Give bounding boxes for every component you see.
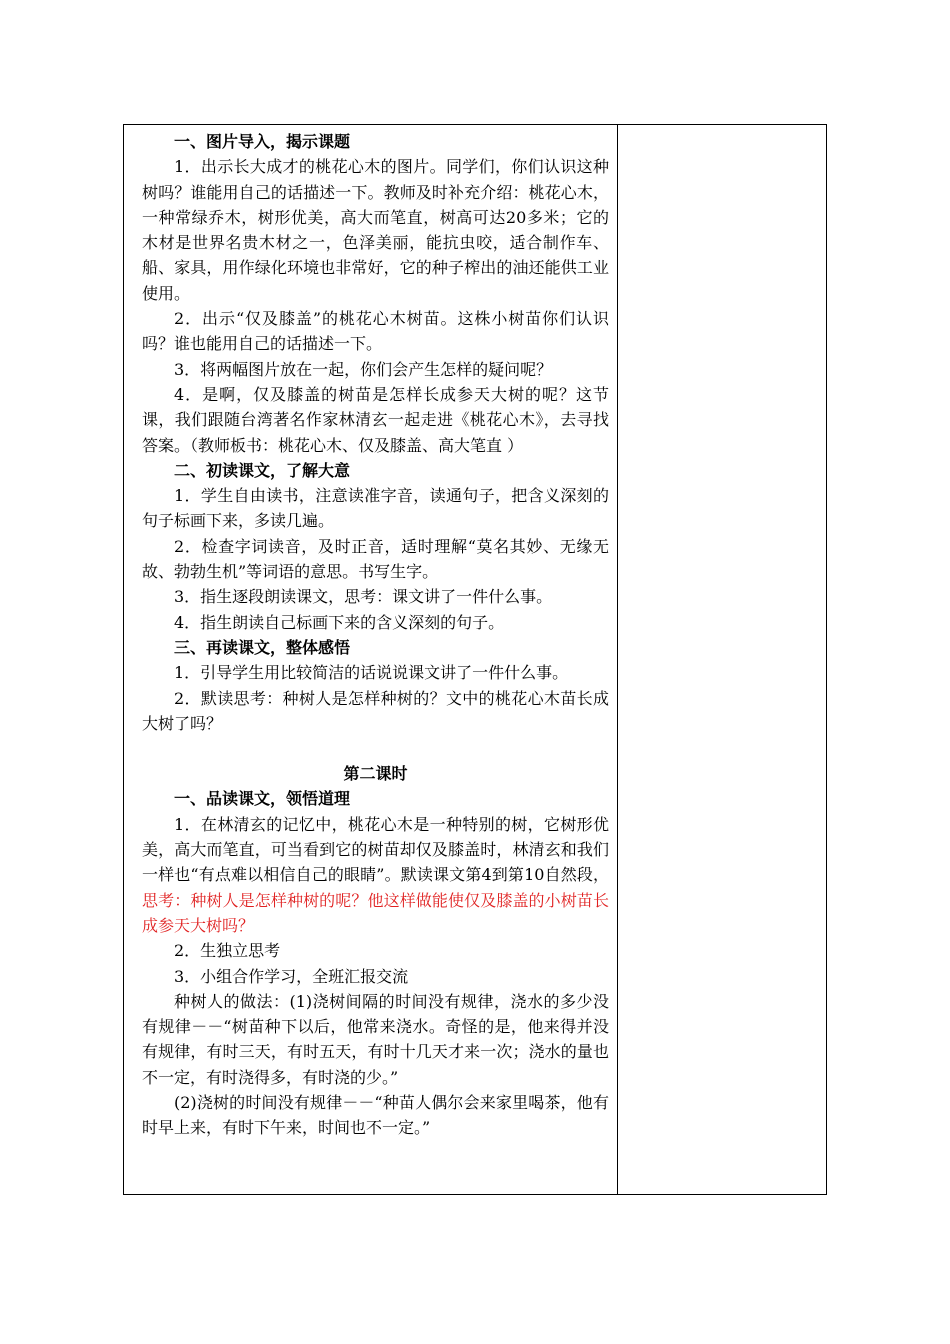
section-heading: 一、品读课文，领悟道理 <box>174 789 351 809</box>
paragraph: 3．小组合作学习，全班汇报交流 <box>174 966 409 986</box>
paragraph: (2)浇树的时间没有规律－－“种苗人偶尔会来家里喝茶，他有时早上来，有时下午来，时间也不一定。” <box>142 1092 609 1138</box>
section-heading: 三、再读课文，整体感悟 <box>174 637 351 657</box>
highlighted-question: 思考：种树人是怎样种树的呢？他这样做能使仅及膝盖的小树苗长成参天大树吗？ <box>142 890 609 935</box>
paragraph: 3．指生逐段朗读课文，思考：课文讲了一件什么事。 <box>174 587 553 607</box>
blank-line <box>142 736 609 761</box>
section-heading: 一、图片导入，揭示课题 <box>174 132 351 151</box>
paragraph <box>142 812 609 938</box>
lesson-period-title: 第二课时 <box>343 764 408 784</box>
paragraph: 2．检查字词读音，及时正音，适时理解“莫名其妙、无缘无故、勃勃生机”等词语的意思。书写生字。 <box>142 536 609 582</box>
paragraph: 1．引导学生用比较简洁的话说说课文讲了一件什么事。 <box>174 663 569 683</box>
paragraph: 2．生独立思考 <box>174 941 281 961</box>
notes-column <box>618 125 826 1194</box>
paragraph: 2．出示“仅及膝盖”的桃花心木树苗。这株小树苗你们认识吗？谁也能用自己的话描述一下。 <box>142 309 609 354</box>
paragraph-text: 1．在林清玄的记忆中，桃花心木是一种特别的树，它树形优美，高大而笔直，可当看到它的树苗却仅及膝盖时，林清玄和我们一样也“有点难以相信自己的眼睛”。默读课文第4到第10自然段， <box>142 814 609 885</box>
lesson-plan-table <box>123 124 827 1195</box>
paragraph: 种树人的做法：(1)浇树间隔的时间没有规律，浇水的多少没有规律－－“树苗种下以后，他常来浇水。奇怪的是，他来得并没有规律，有时三天，有时五天，有时十几天才来一次；浇水的量也不一定，有时浇得多，有时浇的少。” <box>142 991 609 1087</box>
paragraph: 4．指生朗读自己标画下来的含义深刻的句子。 <box>174 612 505 632</box>
section-heading: 二、初读课文，了解大意 <box>174 460 351 480</box>
paragraph: 1．出示长大成才的桃花心木的图片。同学们，你们认识这种树吗？谁能用自己的话描述一下。教师及时补充介绍：桃花心木，一种常绿乔木，树形优美，高大而笔直，树高可达20多米；它的木材是世界名贵木材之一，色泽美丽，能抗虫咬，适合制作车、船、家具，用作绿化环境也非常好，它的种子榨出的油还能供工业使用。 <box>142 157 609 303</box>
lesson-content <box>142 129 609 1141</box>
paragraph: 3．将两幅图片放在一起，你们会产生怎样的疑问呢？ <box>174 359 553 379</box>
paragraph: 1．学生自由读书，注意读准字音，读通句子，把含义深刻的句子标画下来，多读几遍。 <box>142 486 609 531</box>
paragraph: 4．是啊，仅及膝盖的树苗是怎样长成参天大树的呢？这节课，我们跟随台湾著名作家林清玄一起走进《桃花心木》，去寻找答案。（教师板书：桃花心木、仅及膝盖、高大笔直 ） <box>142 384 609 455</box>
paragraph: 2．默读思考：种树人是怎样种树的？文中的桃花心木苗长成大树了吗？ <box>142 688 609 733</box>
lesson-content-column <box>124 125 618 1194</box>
